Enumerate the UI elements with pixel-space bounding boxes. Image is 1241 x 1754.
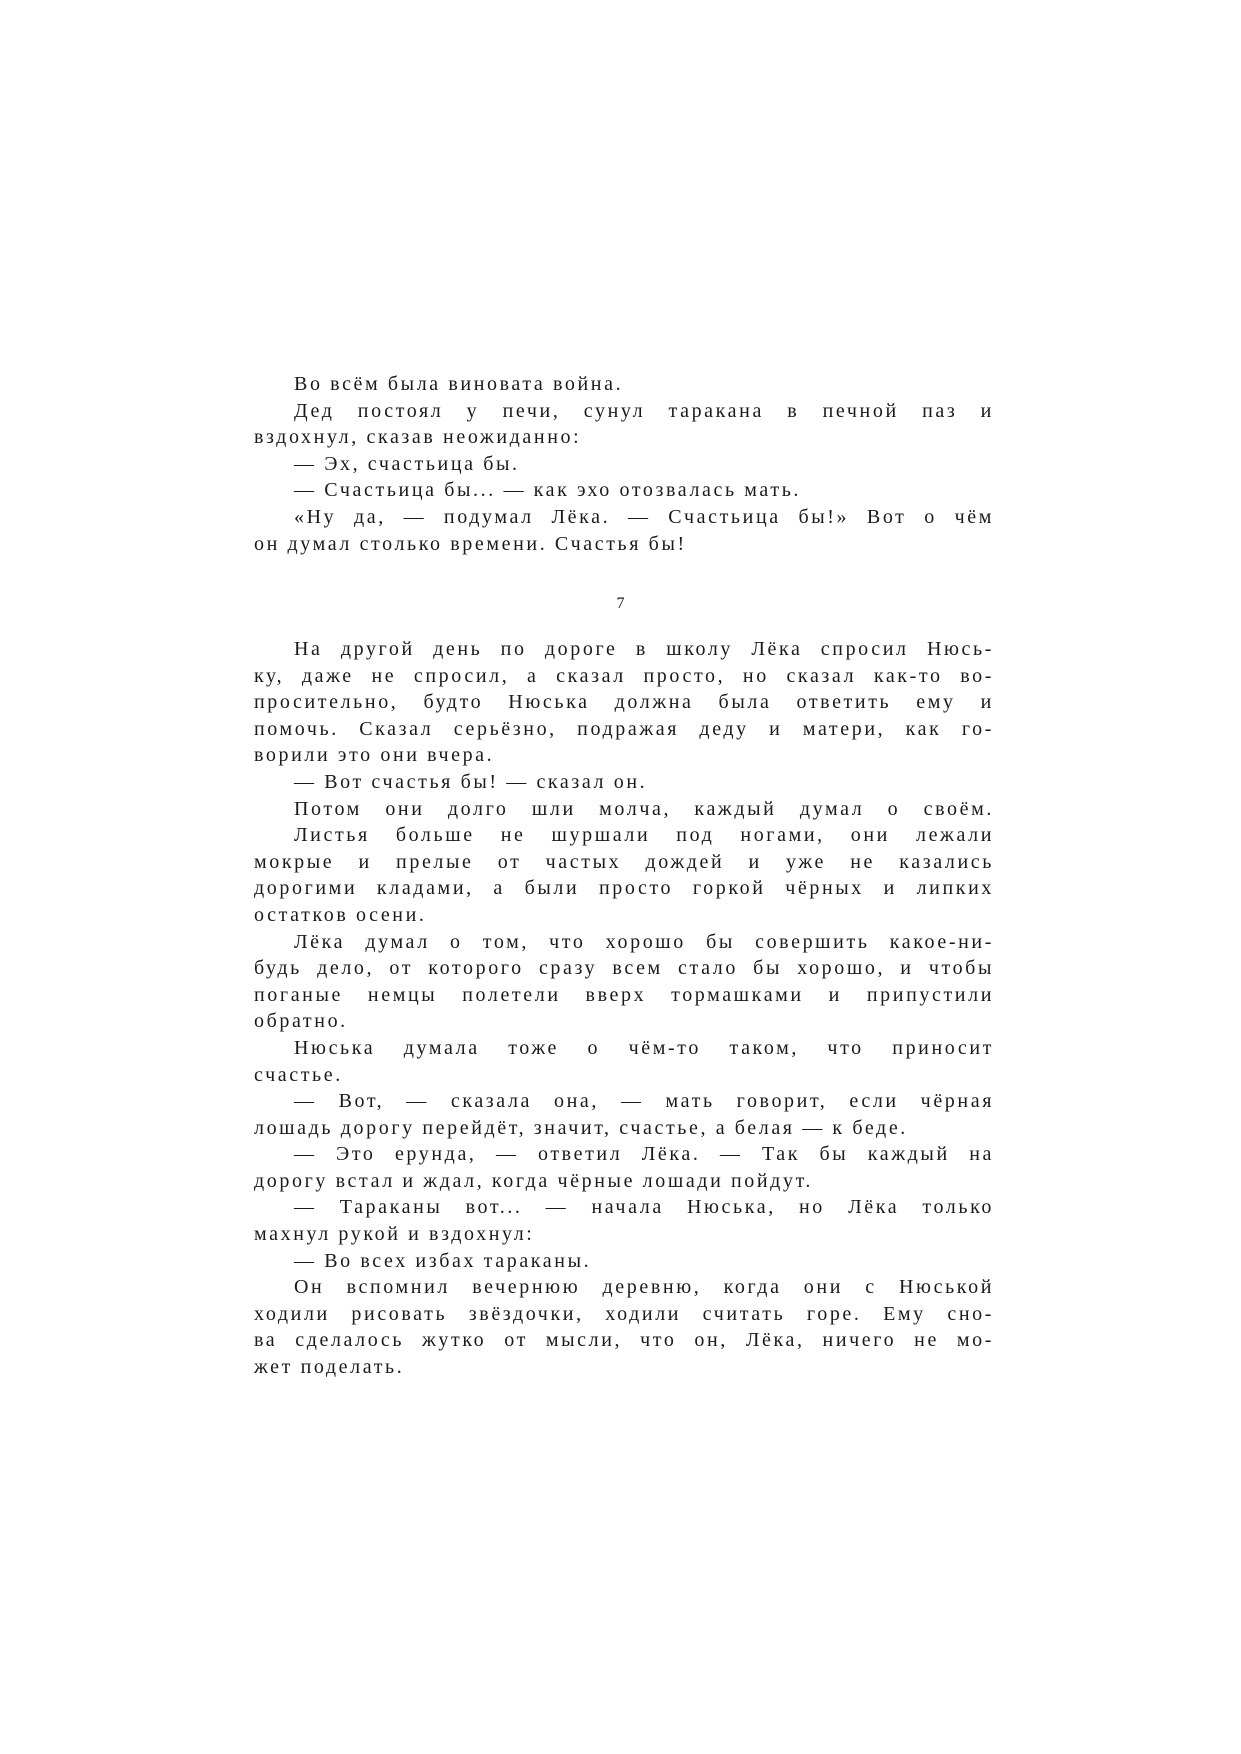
text-section-bottom	[254, 636, 994, 1381]
text-line: ходили рисовать звёздочки, ходили считать горе. Ему сно-	[254, 1302, 994, 1325]
text-line: — Вот счастья бы! — сказал он.	[294, 770, 648, 793]
text-line: — Это ерунда, — ответил Лёка. — Так бы каждый на	[294, 1143, 994, 1166]
text-line: обратно.	[254, 1010, 348, 1033]
text-line: ворили это они вчера.	[254, 744, 495, 767]
text-line: Во всём была виновата война.	[294, 373, 624, 395]
text-line: лошадь дорогу перейдёт, значит, счастье, а белая — к беде.	[254, 1116, 908, 1139]
text-line: дорогими кладами, а были просто горкой чёрных и липких	[254, 877, 994, 900]
text-line: вздохнул, сказав неожиданно:	[254, 426, 582, 449]
text-line: счастье.	[254, 1063, 343, 1086]
chapter-number: 7	[616, 595, 625, 612]
text-line: — Эх, счастьица бы.	[294, 452, 520, 475]
text-section-top	[254, 371, 994, 557]
text-line: будь дело, от которого сразу всем стало бы хорошо, и чтобы	[254, 957, 994, 980]
text-line: ку, даже не спросил, а сказал просто, но сказал как-то во-	[254, 664, 994, 687]
text-line: Дед постоял у печи, сунул таракана в печной паз и	[294, 399, 994, 422]
text-line: жет поделать.	[254, 1356, 405, 1379]
text-line: «Ну да, — подумал Лёка. — Счастьица бы!» Вот о чём	[294, 505, 994, 528]
text-line: он думал столько времени. Счастья бы!	[254, 532, 687, 555]
text-line: помочь. Сказал серьёзно, подражая деду и матери, как го-	[254, 717, 994, 740]
text-line: Листья больше не шуршали под ногами, они лежали	[294, 824, 994, 847]
text-line: — Вот, — сказала она, — мать говорит, если чёрная	[294, 1090, 994, 1113]
text-line: Нюська думала тоже о чём-то таком, что приносит	[294, 1036, 994, 1059]
text-line: Потом они долго шли молча, каждый думал о своём.	[294, 797, 994, 820]
text-line: — Счастьица бы... — как эхо отозвалась мать.	[294, 479, 802, 502]
text-line: — Тараканы вот... — начала Нюська, но Лёка только	[294, 1196, 994, 1219]
text-line: На другой день по дороге в школу Лёка спросил Нюсь-	[294, 638, 994, 660]
text-line: просительно, будто Нюська должна была ответить ему и	[254, 691, 994, 714]
text-line: остатков осени.	[254, 903, 427, 926]
text-line: поганые немцы полетели вверх тормашками и припустили	[254, 983, 994, 1006]
text-line: — Во всех избах тараканы.	[294, 1249, 592, 1272]
text-line: ва сделалось жутко от мысли, что он, Лёка, ничего не мо-	[254, 1329, 994, 1352]
text-line: дорогу встал и ждал, когда чёрные лошади пойдут.	[254, 1169, 813, 1192]
text-line: мокрые и прелые от частых дождей и уже не казались	[254, 850, 994, 873]
text-line: Лёка думал о том, что хорошо бы совершить какое-ни-	[294, 930, 994, 953]
text-line: махнул рукой и вздохнул:	[254, 1223, 535, 1246]
text-line: Он вспомнил вечернюю деревню, когда они с Нюськой	[294, 1276, 994, 1299]
